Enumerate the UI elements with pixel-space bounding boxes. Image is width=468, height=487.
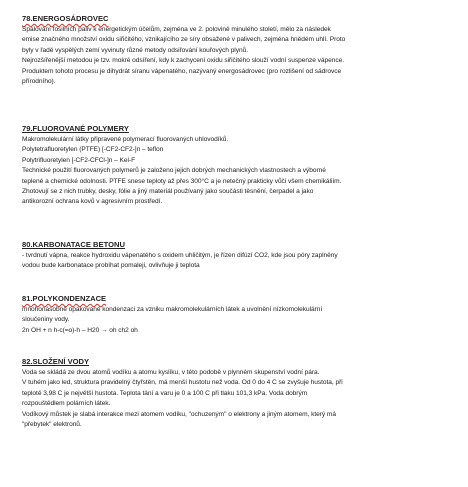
text-line: Voda se skládá ze dvou atomů vodíku a atomu kyslíku, v této podobě v plynném skupenství vodní pára. [22, 369, 320, 376]
section-heading: 79.FLUOROVANÉ POLYMERY [22, 124, 129, 133]
text-line: byly v řadě vyspělých zemí vyvinuty různé metody odsiřování kouřových plynů. [22, 46, 248, 54]
text-line: antikorozní ochrana kovů v agresivním prostředí. [22, 198, 163, 206]
text-line: Nejrozšířenější metodou je tzv. mokré odsíření, kdy k zachycení oxidu siřičitého slouží vodní suspenze vápence. [22, 57, 344, 65]
text-line: 2n OH + n h-c(=o)-h – H20 → oh ch2 oh [22, 326, 138, 334]
text-line: Spalování fosilních paliv k energetickým účelům, zejména ve 2. polovině minulého století, mělo za následek [22, 26, 331, 33]
text-line: - tvrdnutí vápna, reakce hydroxidu vápenatého s oxidem uhličitým, je řízen difúzí CO2, kde jsou póry zaplněny [22, 252, 338, 259]
section-karbonatace-betonu [22, 240, 338, 272]
text-line: Zhotovují se z nich trubky, desky, fólie a jiný materiál používaný jako součásti těsnění, čerpadel a jako [22, 188, 314, 196]
text-line: rozpouštědlem polárních látek. [22, 400, 111, 408]
text-line: vodou bude karbonatace probíhat pomaleji, ovlivňuje ji teplota [22, 262, 200, 270]
text-line: emise značného množství oxidu siřičitého, vznikajícího ze síry obsažené v palivech, zejména hnědém uhlí. Proto [22, 36, 346, 44]
section-energosadrovec [22, 14, 345, 87]
text-line: sloučeniny vody. [22, 316, 70, 324]
text-line: teplotě 3,98 C je největší hustota. Teplota tání a varu je 0 a 100 C při tlaku 101,3 kPa. Voda dobrým [22, 389, 308, 397]
text-line: přírodního). [22, 78, 56, 86]
section-heading: 82.SLOŽENÍ VODY [22, 357, 90, 366]
section-fluorovane-polymery [22, 124, 341, 208]
text-line: V tuhém jako led, struktura pravidelný čtyřstěn, má menší hustotu než voda. Od 0 do 4 C se zvyšuje hustota, při [22, 379, 343, 387]
section-heading: 78.ENERGOSÁDROVEC [22, 14, 109, 23]
text-line: mnohonásobně opakované kondenzaci za vzniku makromolekulárních látek a uvolnění nízkomolekulární [22, 306, 323, 313]
section-slozeni-vody [22, 357, 343, 430]
section-heading: 80.KARBONATACE BETONU [22, 240, 125, 249]
text-line: Produktem tohoto procesu je dihydrát síranu vápenatého, nazývaný energosádrovec (pro rozlišení od sádrovce [22, 67, 342, 75]
text-line: Technické použití fluorovaných polymerů je založeno jejich dobrých mechanických vlastnostech a výborné [22, 167, 326, 175]
text-line: Makromolekulární látky připravené polymerací fluorovaných uhlovodíků. [22, 136, 229, 143]
text-line: Vodíkový můstek je slabá interakce mezi atomem vodíku, "ochuzeným" o elektrony a jiným atomem, který má [22, 410, 336, 418]
text-line: "přebytek" elektronů. [22, 421, 82, 429]
section-heading: 81.POLYKONDENZACE [22, 294, 107, 303]
text-line: Polytrifluoretylen [-CF2-CFCl-]n – Kel-F [22, 156, 136, 164]
section-polykondenzace [22, 294, 322, 336]
text-line: teplené a chemické odolnosti. PTFE snese teploty až přes 300°C a je netečný prakticky vůči všem chemikáliím. [22, 177, 342, 185]
text-line: Polytetrafluoretylen (PTFE) [-CF2-CF2-]n – teflon [22, 146, 164, 154]
